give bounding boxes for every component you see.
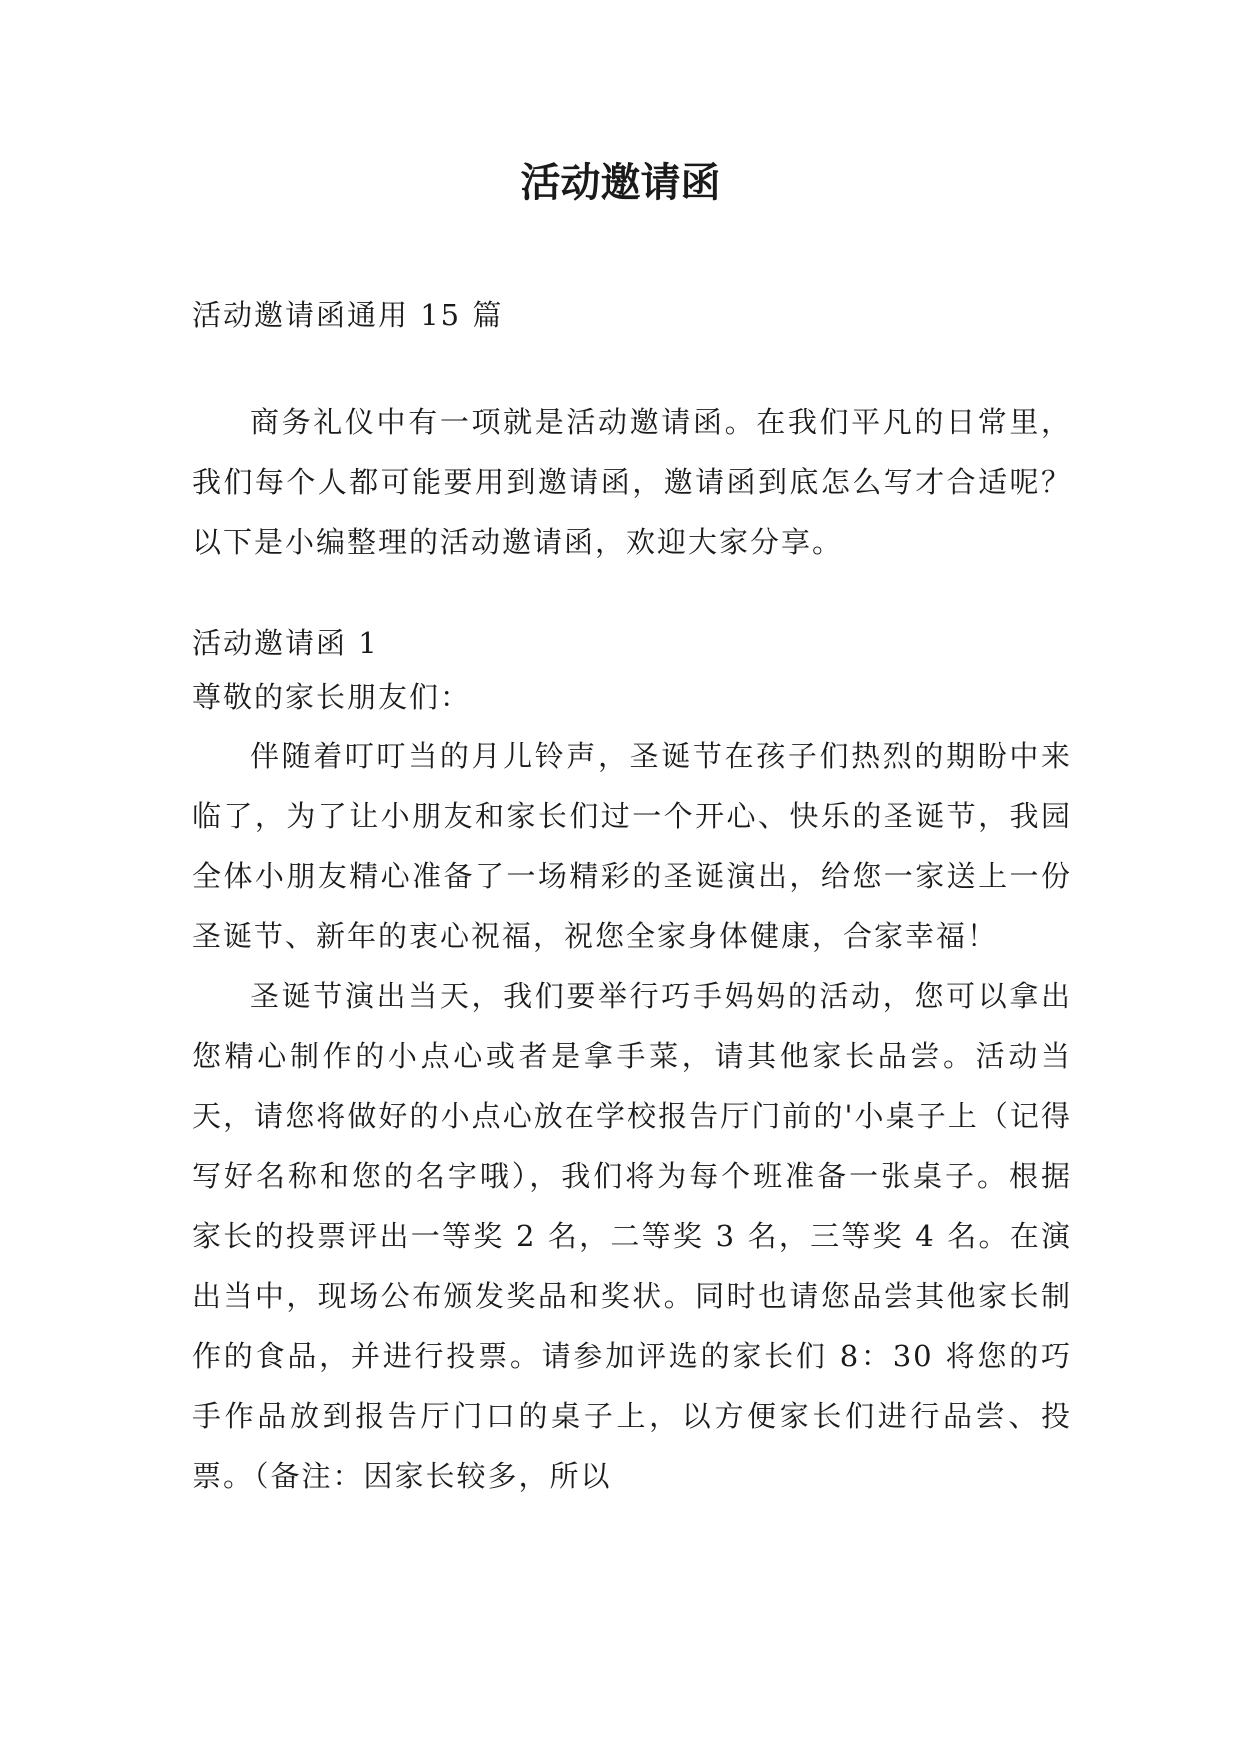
body-paragraph-1: 伴随着叮叮当的月儿铃声，圣诞节在孩子们热烈的期盼中来临了，为了让小朋友和家长们过一个开心、快乐的圣诞节，我园全体小朋友精心准备了一场精彩的圣诞演出，给您一家送上一份圣诞节、新年的衷心祝福，祝您全家身体健康，合家幸福！ [192,739,1072,953]
document-title: 活动邀请函 [520,160,721,206]
document-body [192,290,1072,1506]
intro-paragraph: 商务礼仪中有一项就是活动邀请函。在我们平凡的日常里，我们每个人都可能要用到邀请函，邀请函到底怎么写才合适呢？以下是小编整理的活动邀请函，欢迎大家分享。 [192,405,1072,559]
salutation: 尊敬的家长朋友们： [192,680,472,714]
section-heading: 活动邀请函 1 [192,626,379,660]
document-subtitle: 活动邀请函通用 15 篇 [192,298,504,332]
body-paragraph-2: 圣诞节演出当天，我们要举行巧手妈妈的活动，您可以拿出您精心制作的小点心或者是拿手菜，请其他家长品尝。活动当天，请您将做好的小点心放在学校报告厅门前的'小桌子上（记得写好名称和您的名字哦），我们将为每个班准备一张桌子。根据家长的投票评出一等奖 2 名，二等奖 3 名，三等奖 4 名。在演出当中，现场公布颁发奖品和奖状。同时也请您品尝其他家长制作的食品，并进行投票。请参加评选的家长们 8：30 将您的巧手作品放到报告厅门口的桌子上，以方便家长们进行品尝、投票。（备注：因家长较多，所以 [192,979,1072,1493]
